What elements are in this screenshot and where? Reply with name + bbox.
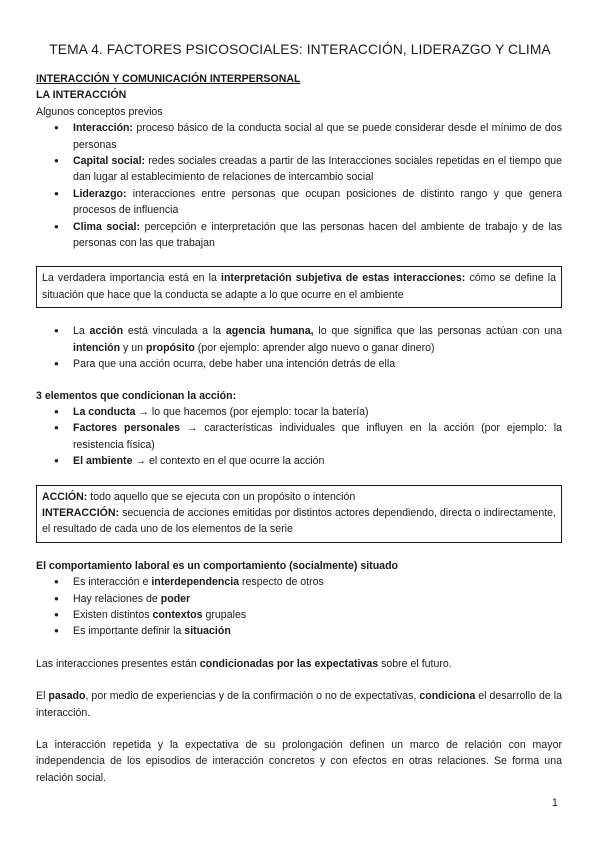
elements-heading: 3 elementos que condicionan la acción:	[36, 389, 237, 402]
document-body	[36, 71, 562, 786]
page-title: TEMA 4. FACTORES PSICOSOCIALES: INTERACCIÓN, LIDERAZGO Y CLIMA	[49, 42, 551, 57]
definition: proceso básico de la conducta social al que se puede considerar desde el mínimo de dos personas	[73, 122, 562, 151]
list-item	[73, 186, 562, 219]
list-item: ● Factores personales → características individuales que influyen en la acción (por ejemplo: la resistencia física)	[73, 420, 562, 453]
list-item: ● Hay relaciones de poder	[73, 591, 562, 607]
concepts-list	[36, 120, 562, 251]
situated-list	[36, 574, 562, 640]
highlight-box: La verdadera importancia está en la interpretación subjetiva de estas interacciones: cómo se define la situación que hace que la conducta se adapte a lo que ocurre en el ambiente	[36, 266, 562, 308]
list-item: ● La acción está vinculada a la agencia humana, lo que significa que las personas actúan con una intención y un propósito (por ejemplo: aprender algo nuevo o ganar dinero)	[73, 323, 562, 356]
term: Interacción:	[73, 122, 134, 135]
section-heading: INTERACCIÓN Y COMUNICACIÓN INTERPERSONAL	[36, 73, 301, 85]
definition: redes sociales creadas a partir de las Interacciones sociales repetidas en el tiempo que dan lugar al establecimiento de relaciones de intercambio social	[73, 155, 562, 184]
list-item: ● La conducta → lo que hacemos (por ejemplo: tocar la batería)	[73, 404, 562, 420]
list-item	[73, 120, 562, 153]
action-list	[36, 323, 562, 372]
intro-text: Algunos conceptos previos	[36, 105, 163, 118]
paragraph: Las interacciones presentes están condicionadas por las expectativas sobre el futuro.	[36, 657, 452, 670]
page-number: 1	[552, 797, 558, 809]
definition-interaction: INTERACCIÓN: secuencia de acciones emitidas por distintos actores dependiendo, directa o indirectamente, el resultado de cada uno de los elementos de la serie	[42, 506, 556, 536]
paragraph: La interacción repetida y la expectativa de su prolongación definen un marco de relación con mayor independencia de los episodios de interacción concretos y con efectos en otras relaciones. Se forma una relación social.	[36, 739, 562, 784]
definitions-box	[36, 485, 562, 543]
list-item: ● Es interacción e interdependencia respecto de otros	[73, 574, 562, 590]
subsection-heading: LA INTERACCIÓN	[36, 89, 127, 102]
definition: interacciones entre personas que ocupan posiciones de distinto rango y que genera procesos de influencia	[73, 187, 562, 217]
list-item	[73, 219, 562, 252]
list-item: ● El ambiente → el contexto en el que ocurre la acción	[73, 453, 562, 469]
elements-list	[36, 404, 562, 470]
list-item: ● Existen distintos contextos grupales	[73, 607, 562, 623]
list-item	[73, 153, 562, 186]
situated-heading: El comportamiento laboral es un comportamiento (socialmente) situado	[36, 559, 399, 572]
term: Liderazgo:	[73, 187, 127, 200]
definition-action: ACCIÓN: todo aquello que se ejecuta con un propósito o intención	[42, 490, 356, 503]
list-item: ● Para que una acción ocurra, debe haber una intención detrás de ella	[73, 356, 562, 372]
term: Capital social:	[73, 155, 146, 168]
term: Clima social:	[73, 220, 140, 233]
list-item: ● Es importante definir la situación	[73, 623, 562, 639]
paragraph: El pasado, por medio de experiencias y de la confirmación o no de expectativas, condiciona el desarrollo de la interacción.	[36, 690, 562, 719]
definition: percepción e interpretación que las personas hacen del ambiente de trabajo y de las personas con las que trabajan	[73, 220, 562, 250]
